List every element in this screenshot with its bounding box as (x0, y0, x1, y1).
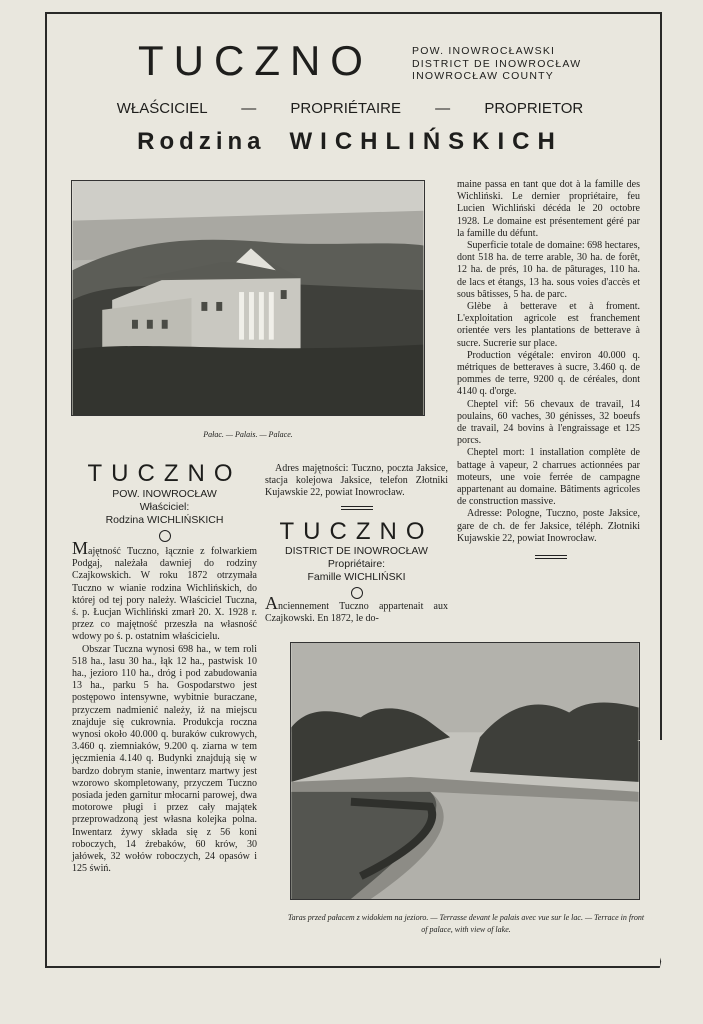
polish-owner-label: Właściciel: (139, 501, 190, 513)
polish-column (72, 538, 257, 875)
french-column (457, 179, 640, 559)
french-paragraph-area: Superficie totale de domaine: 698 hectares, dont 518 ha. de terre arable, 30 ha. de forêt, 12 ha. de prés, 10 ha. de pâturages, 110 ha. de lacs et étangs, 13 ha. sous voies d'accès et sous bâtisses, 5 ha. de parc. (457, 240, 640, 300)
french-intro: Anciennement Tuczno appartenait aux Czajkowski. En 1872, le do- (265, 593, 448, 625)
terrace-photo (290, 642, 640, 900)
owner-labels (60, 100, 640, 117)
polish-paragraph-estate: Obszar Tuczna wynosi 698 ha., w tem roli 518 ha., lasu 30 ha., łąk 12 ha., pastwisk 10 ha., jezioro 110 ha., dróg i pod zabudowania 13 ha., parku 5 ha. Gospodarstwo jest postępowo intensywne, wybitnie buraczane, przyczem nadmienić należy, iż na miejscu znajduje się cukrownia. Produkcja roczna wynosi około 40.000 q. buraków cukrowych, 3.460 q. ziemniaków, 9.200 q. ziarna w tem jęczmienia 4.140 q. Budynki znajdują się w bardzo dobrym stanie, inwentarz martwy jest wzorowo skompletowany, przyczem Tuczno posiada jeden garnitur młocarni parowej, dwa motorowe pługi i przez cały majątek przeprowadzoną jest własna kolejka polna. Inwentarz żywy składa się z 56 koni roboczych, 14 źrebaków, 60 krów, 30 jałówek, 32 wołów roboczych, 24 opasów i 125 świń. (72, 643, 257, 875)
french-owner: Famille WICHLIŃSKI (307, 571, 406, 583)
owner-label-en: PROPRIETOR (484, 100, 584, 117)
french-paragraph-equipment: Cheptel mort: 1 installation complète de battage à vapeur, 2 charrues actionnées par moteurs, une voie ferrée de campagne appartenant au domaine. Bâtiments agricoles de construction massive. (457, 447, 640, 508)
county-block (412, 45, 581, 83)
county-line-en: INOWROCŁAW COUNTY (412, 70, 554, 82)
palace-caption: Pałac. — Palais. — Palace. (203, 430, 293, 439)
dash: — (241, 100, 257, 117)
section-divider (535, 555, 567, 559)
county-line-fr: DISTRICT DE INOWROCŁAW (412, 57, 582, 70)
polish-address: Adres majętności: Tuczno, poczta Jaksice, stacja kolejowa Jaksice, telefon Złotniki Kujawskie 22, powiat Inowrocław. (265, 463, 448, 510)
terrace-caption: Taras przed pałacem z widokiem na jezioro. — Terrasse devant le palais avec vue sur le lac. — Terrace in front of palace, with view of lake. (287, 913, 645, 934)
french-paragraph-production: Production végétale: environ 40.000 q. métriques de betteraves à sucre, 3.460 q. de pommes de terre, 9200 q. de céréales, dont 4140 q. d'orge. (457, 349, 640, 398)
section-divider (341, 506, 373, 510)
french-header (265, 545, 448, 602)
dash: — (435, 100, 451, 117)
page-title: TUCZNO (138, 37, 373, 84)
french-county: DISTRICT DE INOWROCŁAW (285, 545, 428, 557)
drop-cap: A (265, 593, 278, 613)
ornament-icon (159, 530, 171, 542)
french-title: TUCZNO (279, 518, 434, 545)
polish-county: POW. INOWROCŁAW (112, 488, 217, 500)
polish-title: TUCZNO (87, 460, 242, 487)
french-paragraph-soil: Glèbe à betterave et à froment. L'exploitation agricole est franchement orientée vers les plantations de betterave à sucre. Sucrerie sur place. (457, 301, 640, 349)
family-prefix: Rodzina (137, 128, 266, 155)
french-paragraph-history: maine passa en tant que dot à la famille des Wichliński. Le dernier propriétaire, feu Lucien Wichliński décéda le 20 octobre 1928. Le domaine est présentement géré par la famille du défunt. (457, 179, 640, 239)
palace-photo (71, 180, 425, 416)
french-paragraph-address: Adresse: Pologne, Tuczno, poste Jaksice, gare de ch. de fer Jaksice, téléph. Złotniki Kujawskie 22, powiat Inowrocław. (457, 508, 640, 544)
polish-owner: Rodzina WICHLIŃSKICH (105, 514, 224, 526)
county-line-pl: POW. INOWROCŁAWSKI (412, 45, 556, 57)
family-name (60, 128, 640, 156)
french-owner-label: Propriétaire: (327, 558, 386, 570)
family-surname: WICHLIŃSKICH (289, 128, 563, 155)
french-paragraph-livestock: Cheptel vif: 56 chevaux de travail, 14 poulains, 60 vaches, 30 génisses, 32 boeufs de travail, 24 bovins à l'engraissage et 125 porcs. (457, 398, 640, 447)
owner-label-fr: PROPRIÉTAIRE (290, 100, 401, 117)
polish-header (72, 488, 257, 545)
owner-label-pl: WŁAŚCICIEL (116, 100, 208, 117)
drop-cap: M (72, 538, 89, 558)
polish-paragraph-history: Majętność Tuczno, łącznie z folwarkiem Podgaj, należała dawniej do rodziny Czajkowskich. W roku 1872 otrzymała Tuczno w wianie rodzina Wichlińskich, do której od tej pory należy. Właściciel Tuczna, ś. p. Łucjan Wichliński zmarł 20. X. 1928 r. przez co majętność przeszła na własność wdowy po ś. p. ostatnim właścicielu. (72, 538, 257, 643)
